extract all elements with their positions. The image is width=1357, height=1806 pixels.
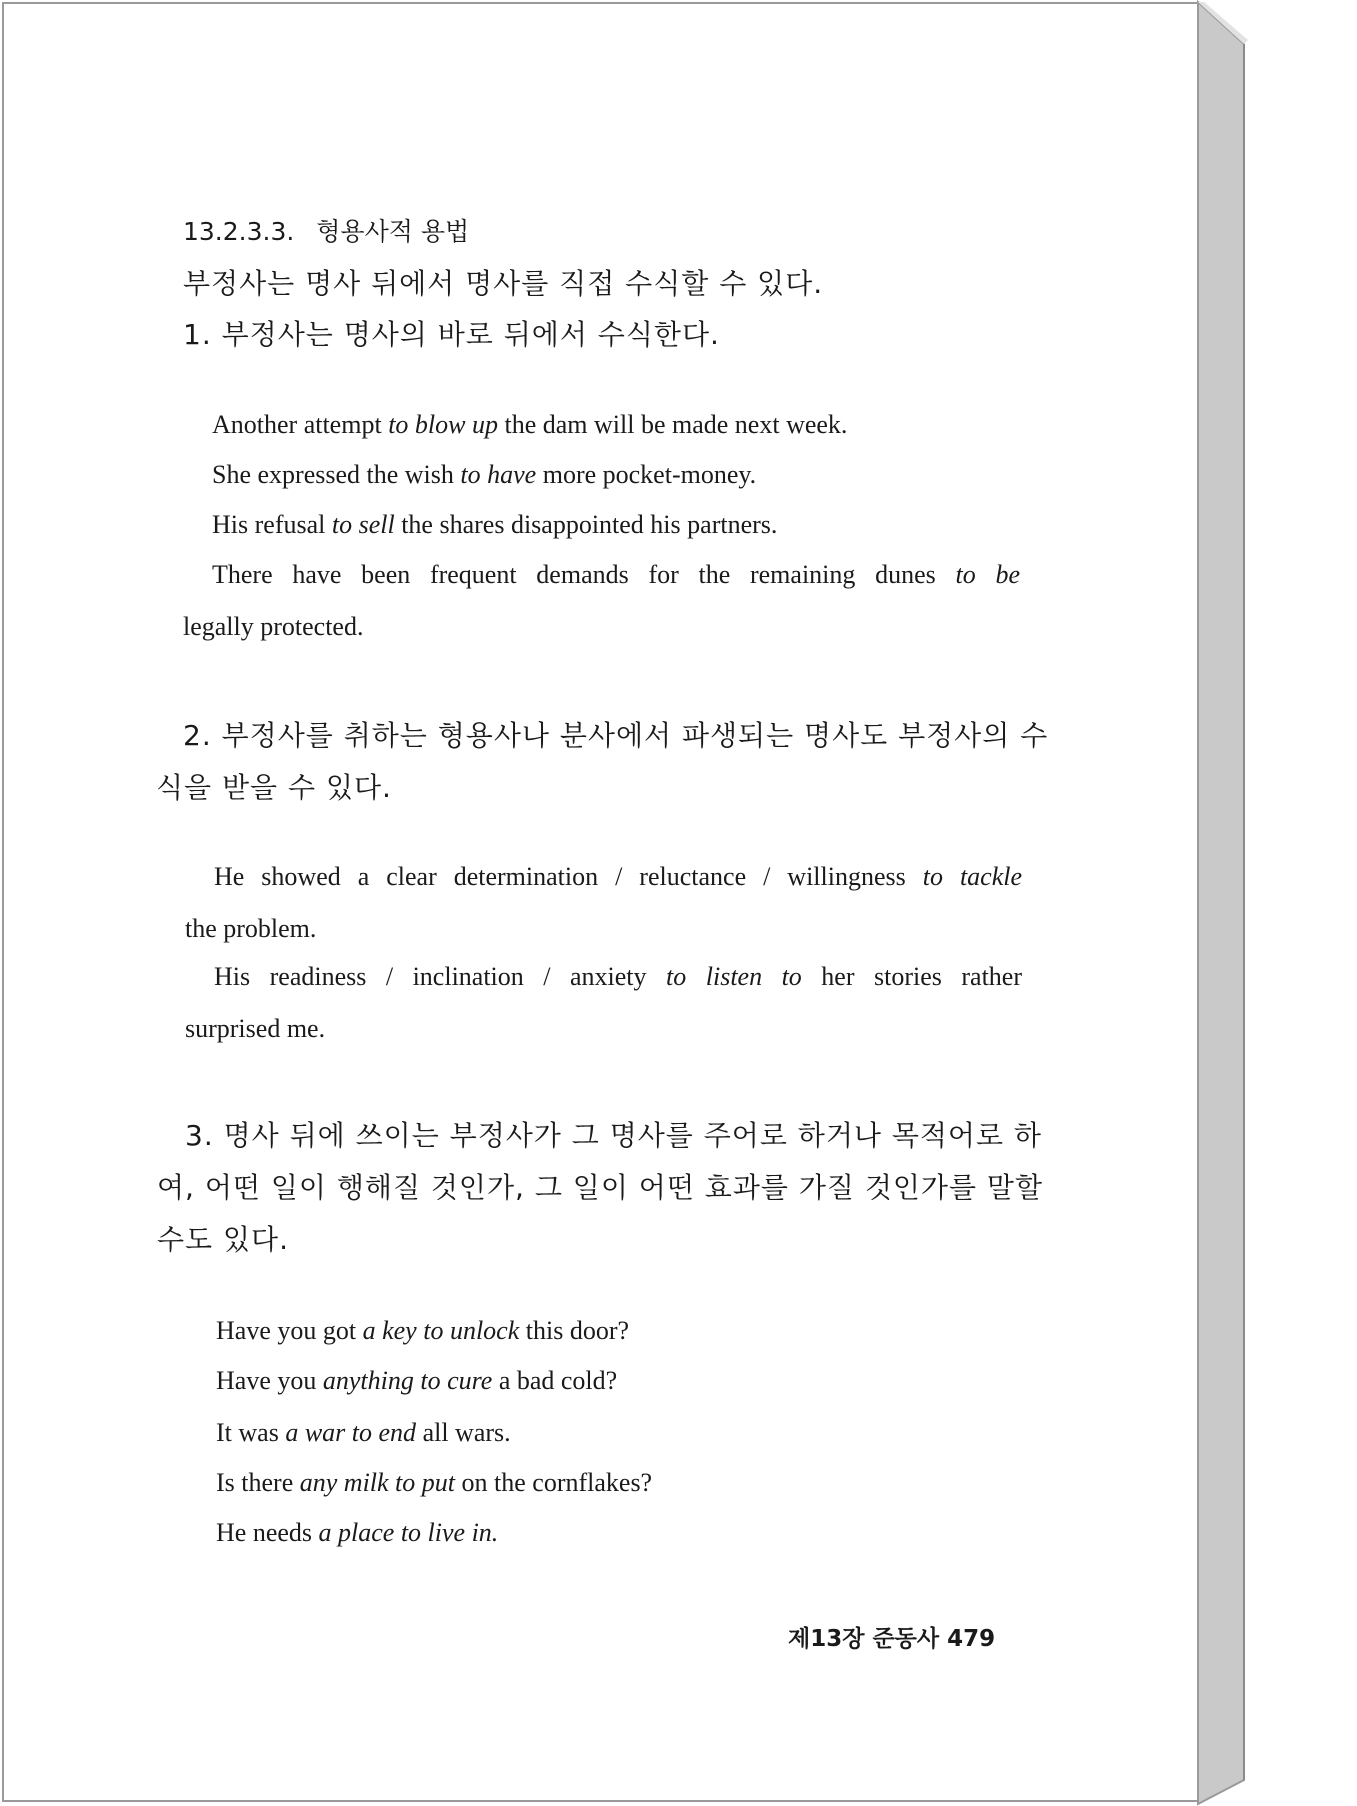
page-footer: 제13장 준동사 479 [788,1626,996,1652]
example-1-4-cont: legally protected. [183,612,364,641]
example-2-1: He showed a clear determination / reluctance / willingness to tackle [214,862,1023,891]
rule-1: 1. 부정사는 명사의 바로 뒤에서 수식한다. [183,318,720,351]
example-1-1: Another attempt to blow up the dam will be made next week. [212,410,848,439]
example-3-2: Have you anything to cure a bad cold? [216,1366,618,1395]
example-2-2: His readiness / inclination / anxiety to listen to her stories rather [214,962,1023,991]
example-2-1-cont: the problem. [185,914,317,943]
rule-3-line-1: 3. 명사 뒤에 쓰이는 부정사가 그 명사를 주어로 하거나 목적어로 하 [185,1119,1042,1152]
rule-3-line-2: 여, 어떤 일이 행해질 것인가, 그 일이 어떤 효과를 가질 것인가를 말할 [157,1171,1044,1204]
example-3-3: It was a war to end all wars. [216,1418,511,1447]
section-number: 13.2.3.3. [183,217,295,246]
rule-3-line-3: 수도 있다. [157,1223,289,1256]
rule-2-line-1: 2. 부정사를 취하는 형용사나 분사에서 파생되는 명사도 부정사의 수 [183,719,1049,752]
section-heading [183,212,469,248]
section-title: 형용사적 용법 [316,217,470,246]
rule-2-line-2: 식을 받을 수 있다. [156,771,392,804]
example-1-4: There have been frequent demands for the remaining dunes to be [212,560,1020,589]
example-3-4: Is there any milk to put on the cornflakes? [216,1468,653,1497]
example-2-2-cont: surprised me. [185,1014,326,1043]
example-3-5: He needs a place to live in. [216,1518,499,1547]
example-1-2: She expressed the wish to have more pocket-money. [212,460,757,489]
example-1-3: His refusal to sell the shares disappointed his partners. [212,510,778,539]
intro-text: 부정사는 명사 뒤에서 명사를 직접 수식할 수 있다. [183,267,824,300]
example-3-1: Have you got a key to unlock this door? [216,1316,630,1345]
